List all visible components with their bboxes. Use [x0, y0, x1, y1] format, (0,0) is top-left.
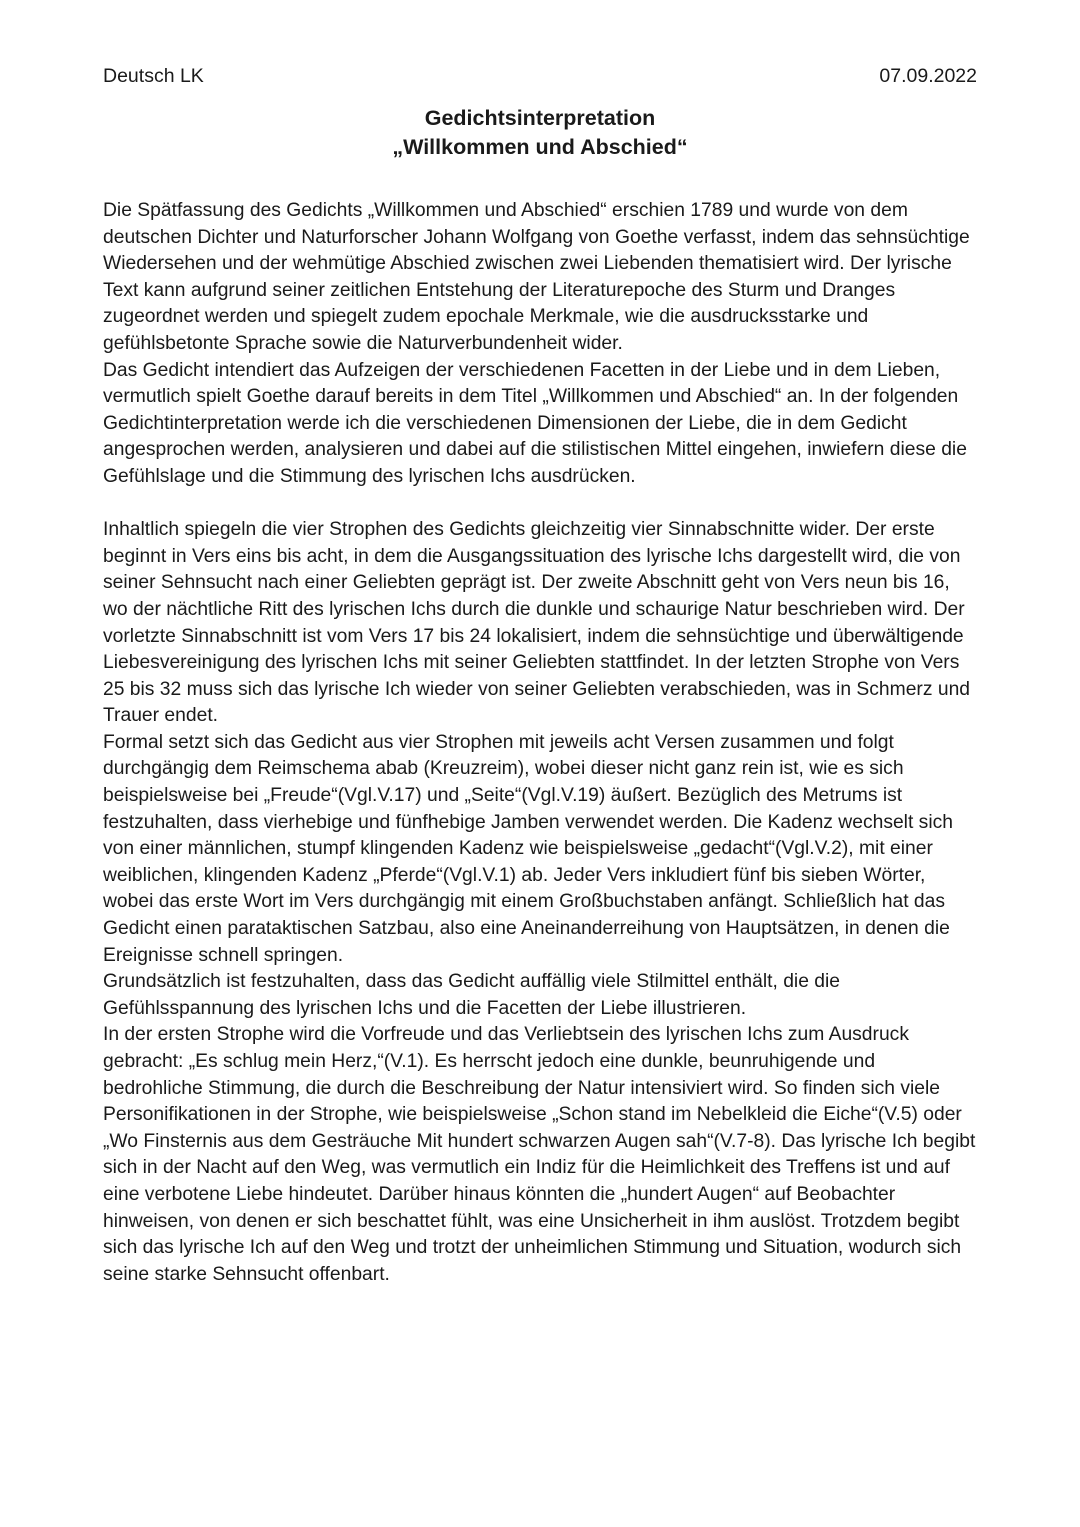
title-line-2: „Willkommen und Abschied“	[392, 135, 688, 159]
title-line-1: Gedichtsinterpretation	[424, 106, 656, 130]
paragraph-gap	[103, 491, 977, 518]
paragraph-intention: Das Gedicht intendiert das Aufzeigen der verschiedenen Facetten in der Liebe und in dem Lieben, vermutlich spielt Goethe darauf bereits in dem Titel „Willkommen und Abschied“ an. In der folgenden Gedichtinterpretation werde ich die verschiedenen Dimensionen der Liebe, die in dem Gedicht angesprochen werden, analysieren und dabei auf die stilistischen Mittel eingehen, inwiefern diese die Gefühlslage und die Stimmung des lyrischen Ichs ausdrücken.	[103, 359, 967, 487]
paragraph-form: Formal setzt sich das Gedicht aus vier Strophen mit jeweils acht Versen zusammen und folgt durchgängig dem Reimschema abab (Kreuzreim), wobei dieser nicht ganz rein ist, wie es sich beispielsweise bei „Freude“(Vgl.V.17) und „Seite“(Vgl.V.19) äußert. Bezüglich des Metrums ist festzuhalten, dass vierhebige und fünfhebige Jamben verwendet werden. Die Kadenz wechselt sich von einer männlichen, stumpf klingenden Kadenz wie beispielsweise „gedacht“(Vgl.V.2), mit einer weiblichen, klingenden Kadenz „Pferde“(Vgl.V.1) ab. Jeder Vers inkludiert fünf bis sieben Wörter, wobei das erste Wort im Vers durchgängig mit einem Großbuchstaben anfängt. Schließlich hat das Gedicht einen parataktischen Satzbau, also eine Aneinanderreihung von Hauptsätzen, in denen die Ereignisse schnell springen.	[103, 731, 953, 966]
document-date: 07.09.2022	[879, 65, 977, 87]
document-body	[103, 198, 977, 1288]
document-header	[103, 60, 977, 92]
course-label: Deutsch LK	[103, 65, 204, 87]
paragraph-first-stanza: In der ersten Strophe wird die Vorfreude und das Verliebtsein des lyrischen Ichs zum Ausdruck gebracht: „Es schlug mein Herz,“(V.1). Es herrscht jedoch eine dunkle, beunruhigende und bedrohliche Stimmung, die durch die Beschreibung der Natur intensiviert wird. So finden sich viele Personifikationen in der Strophe, wie beispielsweise „Schon stand im Nebelkleid die Eiche“(V.5) oder „Wo Finsternis aus dem Gesträuche Mit hundert schwarzen Augen sah“(V.7-8). Das lyrische Ich begibt sich in der Nacht auf den Weg, was vermutlich ein Indiz für die Heimlichkeit des Treffens ist und auf eine verbotene Liebe hindeutet. Darüber hinaus könnten die „hundert Augen“ auf Beobachter hinweisen, von denen er sich beschattet fühlt, was eine Unsicherheit in ihm auslöst. Trotzdem begibt sich das lyrische Ich auf den Weg und trotzt der unheimlichen Stimmung und Situation, wodurch sich seine starke Sehnsucht offenbart.	[103, 1024, 976, 1285]
document-title	[103, 104, 977, 162]
document-page	[103, 60, 977, 1288]
paragraph-stylistics: Grundsätzlich ist festzuhalten, dass das Gedicht auffällig viele Stilmittel enthält, die die Gefühlsspannung des lyrischen Ichs und die Facetten der Liebe illustrieren.	[103, 971, 841, 1019]
paragraph-content: Inhaltlich spiegeln die vier Strophen des Gedichts gleichzeitig vier Sinnabschnitte wider. Der erste beginnt in Vers eins bis acht, in dem die Ausgangssituation des lyrische Ichs dargestellt wird, die von seiner Sehnsucht nach einer Geliebten geprägt ist. Der zweite Abschnitt geht von Vers neun bis 16, wo der nächtliche Ritt des lyrischen Ichs durch die dunkle und schaurige Natur beschrieben wird. Der vorletzte Sinnabschnitt ist vom Vers 17 bis 24 lokalisiert, indem die sehnsüchtige und überwältigende Liebesvereinigung des lyrischen Ichs mit seiner Geliebten stattfindet. In der letzten Strophe von Vers 25 bis 32 muss sich das lyrische Ich wieder von seiner Geliebten verabschieden, was in Schmerz und Trauer endet.	[103, 519, 971, 727]
paragraph-intro: Die Spätfassung des Gedichts „Willkommen und Abschied“ erschien 1789 und wurde von dem deutschen Dichter und Naturforscher Johann Wolfgang von Goethe verfasst, indem das sehnsüchtige Wiedersehen und der wehmütige Abschied zwischen zwei Liebenden thematisiert wird. Der lyrische Text kann aufgrund seiner zeitlichen Entstehung der Literaturepoche des Sturm und Dranges zugeordnet werden und spiegelt zudem epochale Merkmale, wie die ausdrucksstarke und gefühlsbetonte Sprache sowie die Naturverbundenheit wider.	[103, 200, 970, 354]
